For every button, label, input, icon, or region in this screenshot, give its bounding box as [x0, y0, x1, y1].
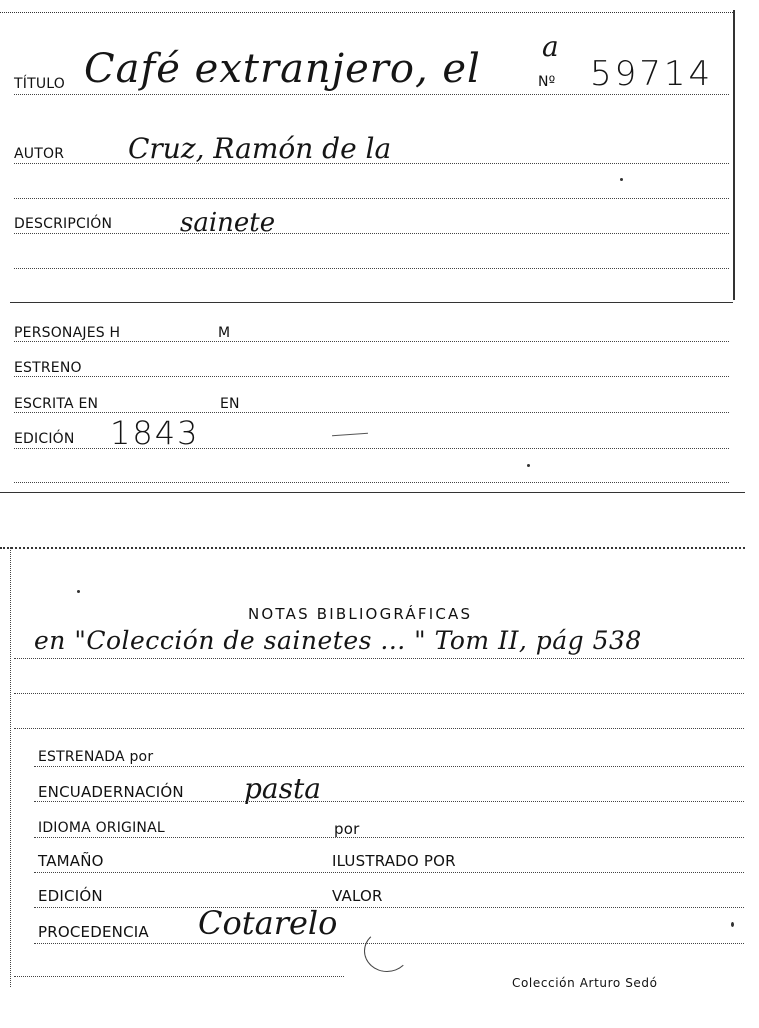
- edicion-line: [14, 448, 729, 449]
- valor-label: VALOR: [332, 887, 383, 905]
- blank-line-2: [14, 268, 729, 269]
- idioma-original-label: IDIOMA ORIGINAL: [38, 820, 165, 836]
- stamp-circle-mark: [364, 930, 410, 972]
- notas-heading: NOTAS BIBLIOGRÁFICAS: [248, 605, 473, 623]
- procedencia-value: Cotarelo: [198, 904, 338, 942]
- numero-superscript: a: [542, 30, 559, 63]
- top-card-mid-divider: [10, 302, 733, 303]
- blank-line-1: [14, 198, 729, 199]
- estrenada-line: [34, 766, 744, 767]
- top-card-top-edge: [0, 12, 735, 13]
- numero-value: 59714: [590, 54, 714, 94]
- speck: [527, 464, 530, 467]
- top-card-bottom-edge: [0, 492, 745, 493]
- tamano-line: [34, 872, 744, 873]
- personajes-h-label: PERSONAJES H: [14, 325, 121, 341]
- tamano-label: TAMAÑO: [38, 852, 104, 870]
- encuadernacion-value: pasta: [244, 772, 321, 805]
- pencil-mark: [332, 433, 368, 437]
- blank-line-3: [14, 482, 729, 483]
- estrenada-por-label: ESTRENADA por: [38, 749, 154, 765]
- ilustrado-por-label: ILUSTRADO POR: [332, 852, 456, 870]
- autor-label: AUTOR: [14, 146, 65, 162]
- descripcion-line: [14, 233, 729, 234]
- top-card-right-edge: [733, 10, 735, 300]
- edicion-bottom-line: [34, 907, 744, 908]
- personajes-m-label: M: [218, 325, 231, 341]
- encuadernacion-label: ENCUADERNACIÓN: [38, 783, 184, 801]
- edicion-value: 1843: [110, 414, 200, 452]
- speck: [620, 178, 623, 181]
- blank-line-4: [14, 693, 744, 694]
- collection-footer: Colección Arturo Sedó: [512, 976, 658, 990]
- por-label: por: [334, 820, 360, 838]
- blank-line-5: [14, 728, 744, 729]
- autor-value: Cruz, Ramón de la: [128, 132, 392, 165]
- titulo-line: [14, 94, 729, 95]
- escrita-en-line: [14, 412, 729, 413]
- speck: [731, 922, 734, 927]
- bottom-card-top-edge: [0, 547, 745, 549]
- numero-label: Nº: [538, 74, 556, 90]
- titulo-value: Café extranjero, el: [84, 46, 481, 92]
- escrita-en-label: ESCRITA EN: [14, 396, 99, 412]
- autor-line: [14, 163, 729, 164]
- edicion-bottom-label: EDICIÓN: [38, 887, 103, 905]
- en-label: EN: [220, 396, 240, 412]
- speck: [77, 590, 80, 593]
- procedencia-label: PROCEDENCIA: [38, 923, 149, 941]
- estreno-label: ESTRENO: [14, 360, 82, 376]
- blank-line-6: [14, 976, 344, 977]
- descripcion-label: DESCRIPCIÓN: [14, 216, 113, 232]
- personajes-line: [14, 341, 729, 342]
- encuadernacion-line: [34, 801, 744, 802]
- estreno-line: [14, 376, 729, 377]
- notas-line: [14, 658, 744, 659]
- descripcion-value: sainete: [180, 208, 276, 238]
- idioma-line: [34, 837, 744, 838]
- edicion-label: EDICIÓN: [14, 431, 75, 447]
- bottom-card-left-edge: [10, 547, 11, 987]
- notas-value: en "Colección de sainetes ... " Tom II, pág 538: [34, 626, 642, 655]
- titulo-label: TÍTULO: [14, 76, 65, 92]
